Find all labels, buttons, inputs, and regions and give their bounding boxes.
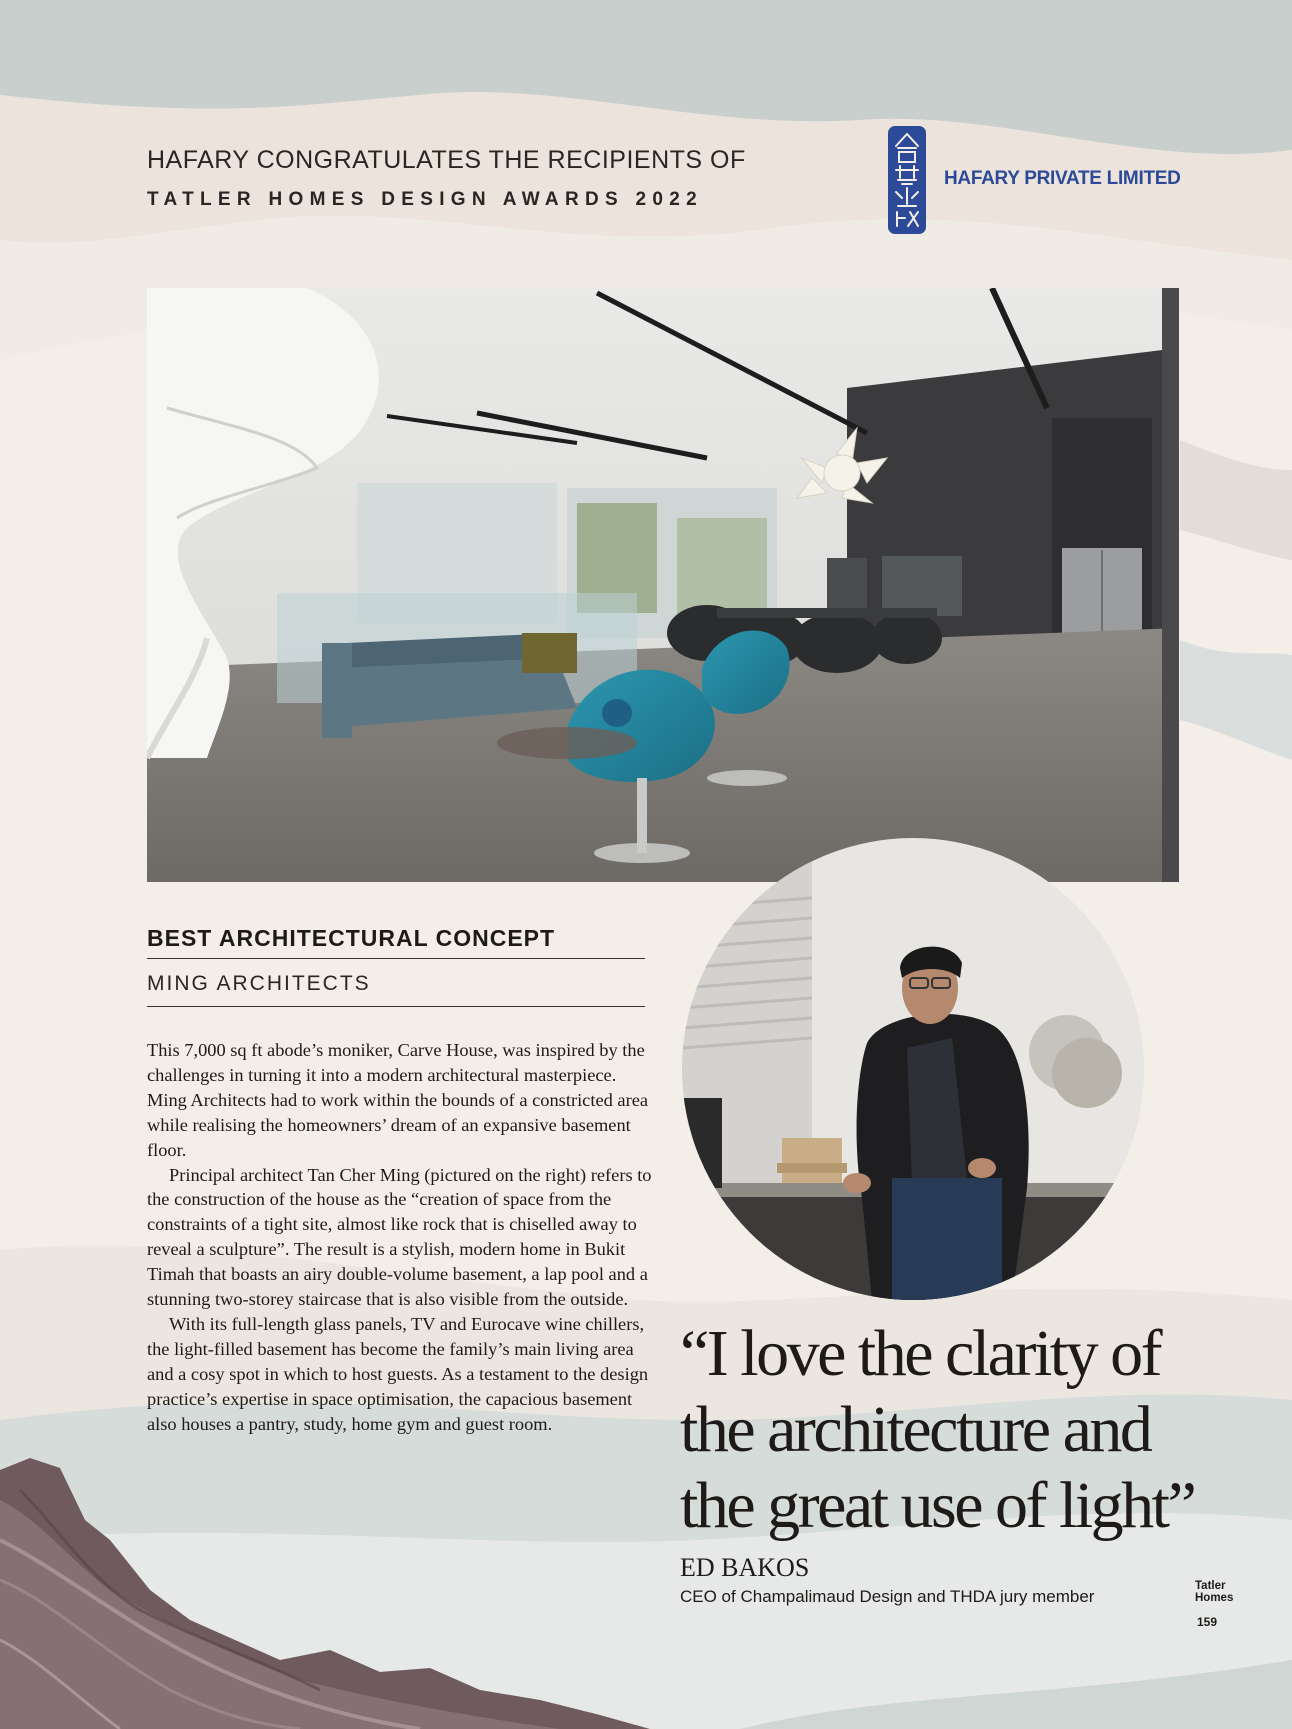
divider-bottom [147,1006,645,1007]
interior-living-room-photo [147,288,1179,882]
article-paragraph: With its full-length glass panels, TV and Eurocave wine chillers, the light-filled basement has become the family’s main living area and a cosy spot in which to host guests. As a testament to the design practice’s expertise in space optimisation, the capacious basement also houses a pantry, study, home gym and guest room. [147,1313,649,1434]
article-paragraph: Principal architect Tan Cher Ming (pictured on the right) refers to the construction of the house as the “creation of space from the constraints of a tight site, almost like rock that is chiselled away to reveal a sculpture”. The result is a stylish, modern home in Bukit Timah that boasts an airy double-volume basement, a lap pool and a stunning two-storey staircase that is also visible from the outside. [147,1164,652,1310]
architect-portrait-photo [682,838,1144,1300]
magazine-name [1195,1580,1233,1604]
award-firm-name: MING ARCHITECTS [147,972,371,995]
magazine-name-line2: Homes [1195,1592,1234,1604]
hafary-seal-logo [888,126,926,234]
hafary-brand-name: HAFARY PRIVATE LIMITED [944,168,1181,189]
award-category-title: BEST ARCHITECTURAL CONCEPT [147,925,556,951]
magazine-name-line1: Tatler [1195,1580,1226,1592]
header-awards-title: TATLER HOMES DESIGN AWARDS 2022 [147,189,704,210]
quote-author: ED BAKOS [680,1553,810,1582]
quote-author-role: CEO of Champalimaud Design and THDA jury member [680,1587,1095,1606]
article-body [147,1038,652,1437]
article-paragraph: This 7,000 sq ft abode’s moniker, Carve House, was inspired by the challenges in turning it into a modern architectural masterpiece. Ming Architects had to work within the bounds of a constricted area while realising the homeowners’ dream of an expansive basement floor. [147,1040,649,1160]
page-number: 159 [1197,1615,1218,1629]
divider-top [147,958,645,959]
header-congratulations: HAFARY CONGRATULATES THE RECIPIENTS OF [147,146,746,174]
pull-quote: “I love the clarity of the architecture and the great use of light” [680,1317,1195,1542]
